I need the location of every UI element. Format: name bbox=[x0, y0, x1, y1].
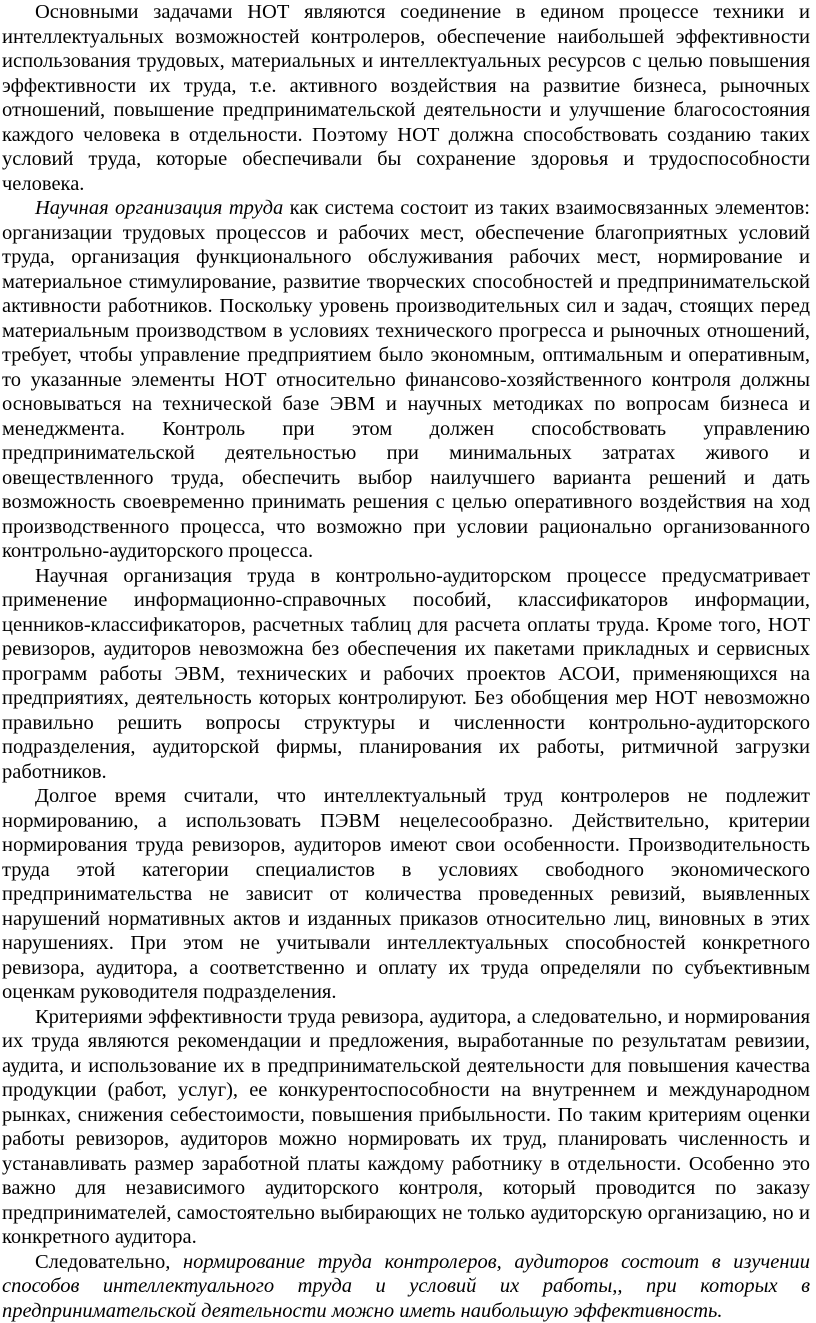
conclusion-italic-text: , нормирование труда контролеров, аудиторов состоит в изучении способов интеллектуального труда и условий их работы,, при которых в предпринимательской деятельности можно иметь наибольшую эффективность. bbox=[2, 1251, 810, 1322]
paragraph-conclusion bbox=[2, 1250, 810, 1323]
paragraph-text: Основными задачами НОТ являются соединение в едином процессе техники и интеллектуальных возможностей контролеров, обеспечение наибольшей эффективности использования трудовых, материальных и интеллектуальных ресурсов с целью повышения эффективности их труда, т.е. активного воздействия на развитие бизнеса, рыночных отношений, повышение предпринимательской деятельности и улучшение благосостояния каждого человека в отдельности. Поэтому НОТ должна способствовать созданию таких условий труда, которые обеспечивали бы сохранение здоровья и трудоспособности человека. bbox=[2, 1, 810, 195]
paragraph-not-system bbox=[2, 196, 810, 564]
paragraph-efficiency-criteria bbox=[2, 1005, 810, 1250]
paragraph-not-tasks bbox=[2, 0, 810, 196]
paragraph-norming-history bbox=[2, 784, 810, 1005]
paragraph-text: Научная организация труда в контрольно-аудиторском процессе предусматривает применение информационно-справочных пособий, классификаторов информации, ценников-классификаторов, расчетных таблиц для расчета оплаты труда. Кроме того, НОТ ревизоров, аудиторов невозможна без обеспечения их пакетами прикладных и сервисных программ работы ЭВМ, технических и рабочих проектов АСОИ, применяющихся на предприятиях, деятельность которых контролируют. Без обобщения мер НОТ невозможно правильно решить вопросы структуры и численности контрольно-аудиторского подразделения, аудиторской фирмы, планирования их работы, ритмичной загрузки работников. bbox=[2, 565, 810, 783]
paragraph-text: Критериями эффективности труда ревизора, аудитора, а следовательно, и нормирования их труда являются рекомендации и предложения, выработанные по результатам ревизии, аудита, и использование их в предпринимательской деятельности для повышения качества продукции (работ, услуг), ее конкурентоспособности на внутреннем и международном рынках, снижения себестоимости, повышения прибыльности. По таким критериям оценки работы ревизоров, аудиторов можно нормировать их труд, планировать численность и устанавливать размер заработной платы каждому работнику в отдельности. Особенно это важно для независимого аудиторского контроля, который проводится по заказу предпринимателей, самостоятельно выбирающих не только аудиторскую организацию, но и конкретного аудитора. bbox=[2, 1006, 810, 1249]
paragraph-not-audit-process bbox=[2, 564, 810, 785]
conclusion-lead: Следовательно bbox=[35, 1251, 165, 1273]
paragraph-text: Долгое время считали, что интеллектуальный труд контролеров не подлежит нормированию, а использовать ПЭВМ нецелесообразно. Действительно, критерии нормирования труда ревизоров, аудиторов имеют свои особенности. Производительность труда этой категории специалистов в условиях свободного экономического предпринимательства не зависит от количества проведенных ревизий, выявленных нарушений нормативных актов и изданных приказов относительно лиц, виновных в этих нарушениях. При этом не учитывали интеллектуальных способностей конкретного ревизора, аудитора, а соответственно и оплату их труда определяли по субъективным оценкам руководителя подразделения. bbox=[2, 785, 810, 1003]
paragraph-text: как система состоит из таких взаимосвязанных элементов: организации трудовых процессов и рабочих мест, обеспечение благоприятных условий труда, организация функционального обслуживания рабочих мест, нормирование и материальное стимулирование, развитие творческих способностей и предпринимательской активности работников. Поскольку уровень производительных сил и задач, стоящих перед материальным производством в условиях технического прогресса и рыночных отношений, требует, чтобы управление предприятием было экономным, оптимальным и оперативным, то указанные элементы НОТ относительно финансово-хозяйственного контроля должны основываться на технической базе ЭВМ и научных методиках по вопросам бизнеса и менеджмента. Контроль при этом должен способствовать управлению предпринимательской деятельностью при минимальных затратах живого и овеществленного труда, обеспечить выбор наилучшего варианта решений и дать возможность своевременно принимать решения с целью оперативного воздействия на ход производственного процесса, что возможно при условии рационально организованного контрольно-аудиторского процесса. bbox=[2, 197, 810, 562]
italic-term: Научная организация труда bbox=[35, 197, 283, 219]
